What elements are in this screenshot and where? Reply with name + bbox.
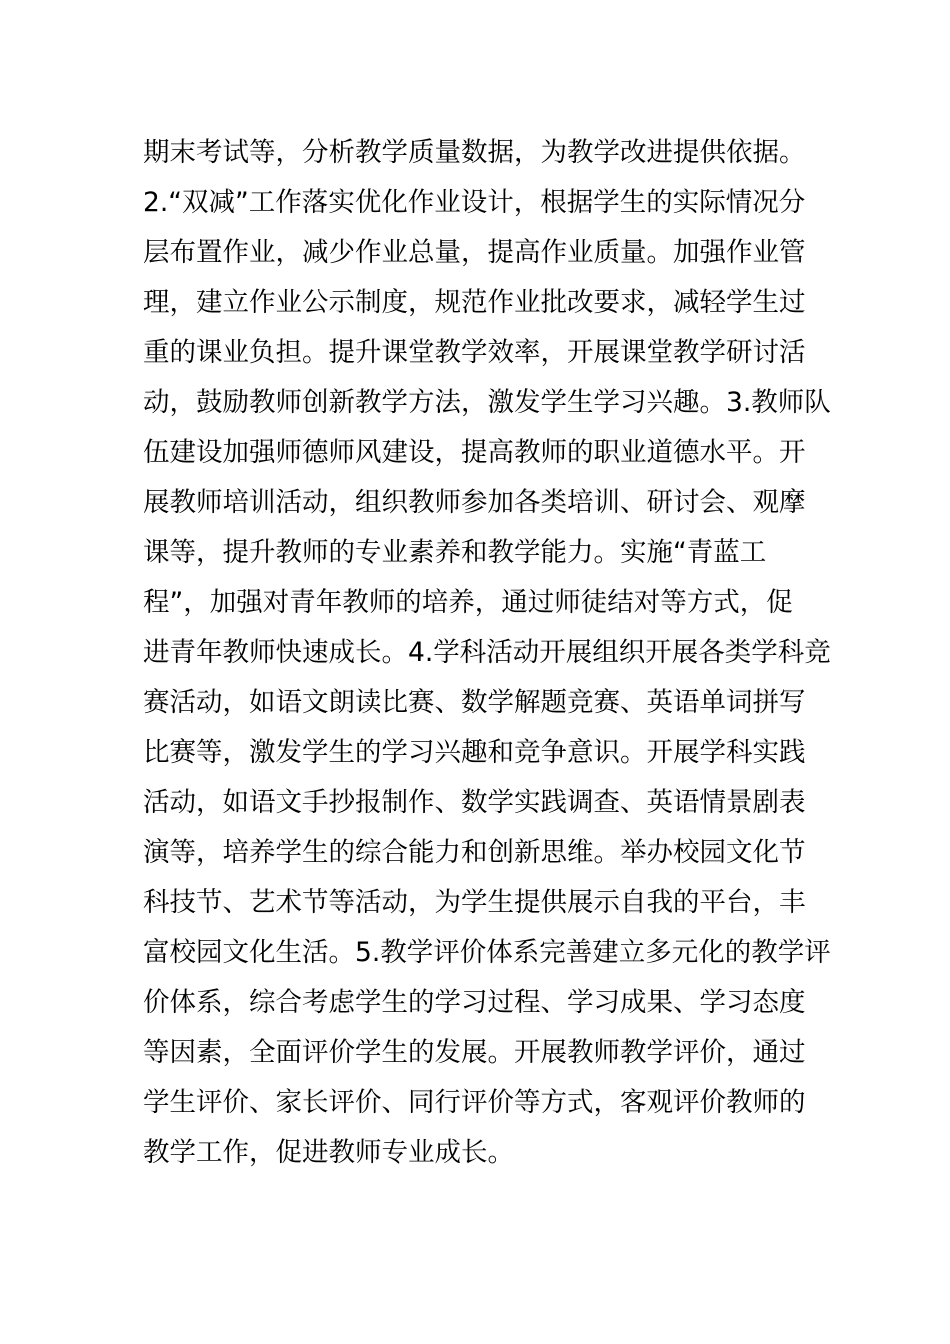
text-line: 进青年教师快速成长。4.学科活动开展组织开展各类学科竞 — [143, 637, 831, 668]
text-line: 教学工作，促进教师专业成长。 — [143, 1137, 514, 1168]
text-line: 重的课业负担。提升课堂教学效率，开展课堂教学研讨活 — [143, 337, 806, 368]
text-line: 学生评价、家长评价、同行评价等方式，客观评价教师的 — [143, 1087, 806, 1118]
text-line: 2.“双减”工作落实优化作业设计，根据学生的实际情况分 — [143, 187, 806, 218]
text-line: 演等，培养学生的综合能力和创新思维。举办校园文化节 — [143, 837, 806, 868]
text-line: 赛活动，如语文朗读比赛、数学解题竞赛、英语单词拼写 — [143, 687, 806, 718]
text-line: 层布置作业，减少作业总量，提高作业质量。加强作业管 — [143, 237, 806, 268]
text-line: 程”，加强对青年教师的培养，通过师徒结对等方式，促 — [143, 587, 793, 618]
text-line: 价体系，综合考虑学生的学习过程、学习成果、学习态度 — [143, 987, 806, 1018]
text-line: 等因素，全面评价学生的发展。开展教师教学评价，通过 — [143, 1037, 806, 1068]
text-line: 富校园文化生活。5.教学评价体系完善建立多元化的教学评 — [143, 937, 831, 968]
text-line: 活动，如语文手抄报制作、数学实践调查、英语情景剧表 — [143, 787, 806, 818]
text-line: 理，建立作业公示制度，规范作业批改要求，减轻学生过 — [143, 287, 806, 318]
body-text — [143, 128, 833, 1178]
text-line: 展教师培训活动，组织教师参加各类培训、研讨会、观摩 — [143, 487, 806, 518]
text-line: 伍建设加强师德师风建设，提高教师的职业道德水平。开 — [143, 437, 806, 468]
text-line: 课等，提升教师的专业素养和教学能力。实施“青蓝工 — [143, 537, 767, 568]
text-line: 动，鼓励教师创新教学方法，激发学生学习兴趣。3.教师队 — [143, 387, 831, 418]
text-line: 科技节、艺术节等活动，为学生提供展示自我的平台，丰 — [143, 887, 806, 918]
text-line: 期末考试等，分析教学质量数据，为教学改进提供依据。 — [143, 137, 806, 168]
text-line: 比赛等，激发学生的学习兴趣和竞争意识。开展学科实践 — [143, 737, 806, 768]
